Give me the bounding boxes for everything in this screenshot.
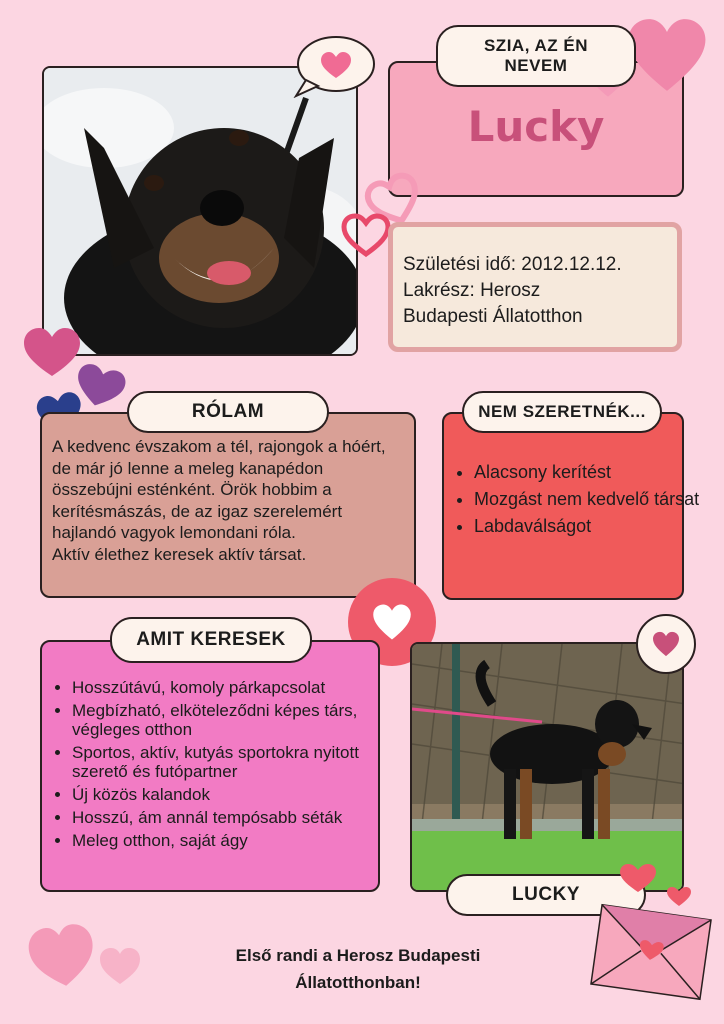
greeting-label — [436, 25, 636, 87]
about-paragraph-2: Aktív élethez keresek aktív társat. — [52, 544, 307, 564]
birth-date: Születési idő: 2012.12.12. — [403, 254, 622, 275]
dislikes-list — [452, 462, 700, 543]
residence-line-2: Budapesti Állatotthon — [403, 306, 583, 327]
seeking-item: • Megbízható, elköteleződni képes társ, végleges otthon — [72, 701, 390, 739]
seeking-title — [110, 617, 312, 663]
footer-line-2: Állatotthonban! — [295, 973, 421, 992]
pet-name: Lucky — [467, 102, 605, 151]
about-paragraph: A kedvenc évszakom a tél, rajongok a hóért, de már jó lenne a meleg kanapédon összebújni esténként. Örök hobbim a kerítésmászás, de az igaz szerelemért hajlandó vagyok lemondani róla. — [52, 437, 386, 542]
dislikes-title-text: NEM SZERETNÉK... — [478, 401, 646, 421]
about-title — [127, 391, 329, 433]
seeking-item: • Meleg otthon, saját ágy — [72, 831, 390, 850]
speech-bubble-heart-icon — [292, 34, 376, 103]
seeking-title-text: AMIT KERESEK — [136, 628, 286, 650]
footer-text — [150, 942, 566, 996]
dislikes-item: • Labdaválságot — [474, 516, 700, 537]
photo-caption-text: LUCKY — [512, 883, 580, 905]
seeking-item: • Hosszútávú, komoly párkapcsolat — [72, 678, 390, 697]
footer-line-1: Első randi a Herosz Budapesti — [235, 946, 481, 965]
dislikes-title — [462, 391, 662, 433]
love-letter-envelope-icon — [586, 842, 716, 1017]
seeking-item: • Sportos, aktív, kutyás sportokra nyitott szerető és futópartner — [72, 743, 390, 781]
dislikes-item: • Mozgást nem kedvelő társat — [474, 489, 700, 510]
seeking-item: • Hosszú, ám annál tempósabb séták — [72, 808, 390, 827]
bottom-hearts-icon — [28, 906, 148, 995]
seeking-item: • Új közös kalandok — [72, 785, 390, 804]
dog-portrait-photo — [42, 66, 358, 356]
about-text — [52, 436, 408, 565]
seeking-list — [50, 678, 390, 854]
greeting-text: SZIA, AZ ÉN NEVEM — [483, 35, 589, 75]
info-text — [403, 252, 675, 330]
dislikes-item: • Alacsony kerítést — [474, 462, 700, 483]
big-pink-heart-icon — [626, 14, 708, 96]
residence-line-1: Lakrész: Herosz — [403, 280, 541, 301]
heart-bubble-icon — [636, 614, 696, 674]
about-title-text: RÓLAM — [191, 400, 265, 422]
